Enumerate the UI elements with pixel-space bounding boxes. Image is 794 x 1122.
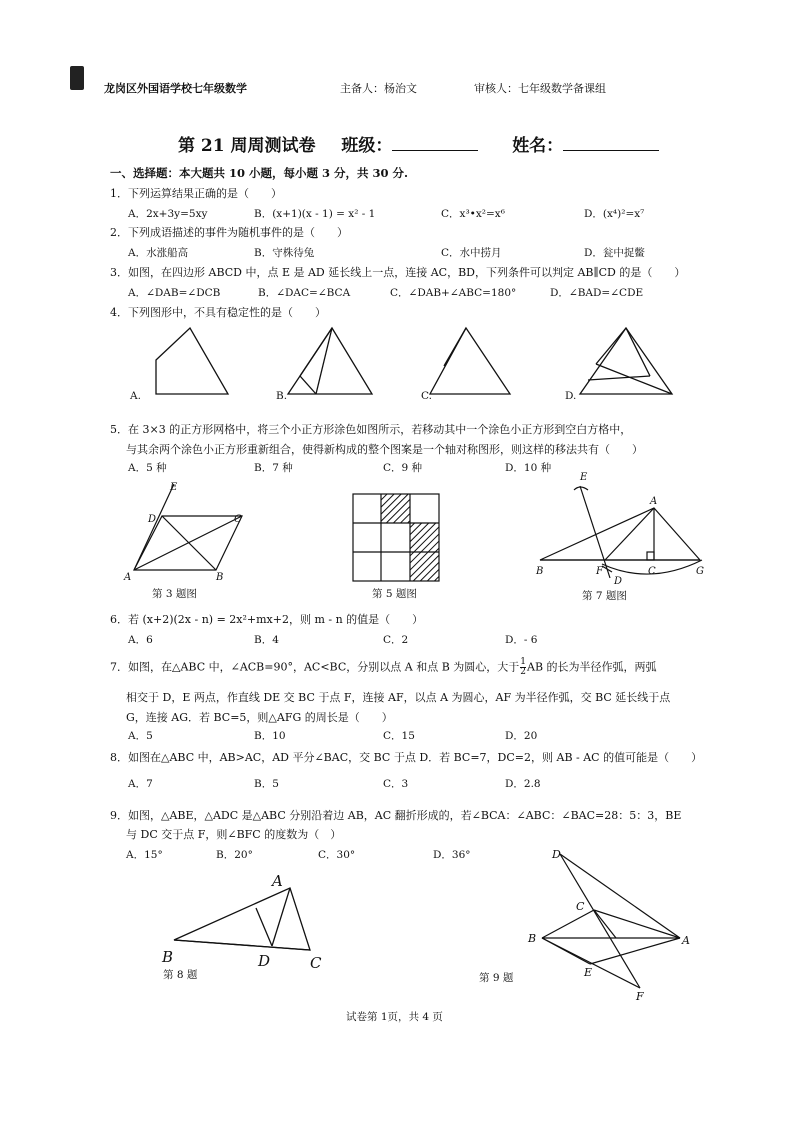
class-blank[interactable] <box>392 150 478 151</box>
q9-option-c[interactable]: C．30° <box>318 849 356 861</box>
fig9-caption: 第 9 题 <box>479 972 514 984</box>
q9-option-d[interactable]: D．36° <box>433 849 471 861</box>
q7-option-a[interactable]: A．5 <box>128 730 153 742</box>
q5-option-a[interactable]: A．5 种 <box>128 462 167 474</box>
q3-stem: 3．如图，在四边形 ABCD 中，点 E 是 AD 延长线上一点，连接 AC，BD，下列条件可以判定 AB∥CD 的是（ ） <box>110 266 686 279</box>
fraction-numerator: 1 <box>520 657 527 667</box>
figure-9 <box>520 840 710 1002</box>
q2-option-d[interactable]: D．瓮中捉鳖 <box>584 247 645 259</box>
fig5-caption: 第 5 题图 <box>372 588 417 600</box>
fig9-label-a: A <box>682 934 690 947</box>
title-main: 第 21 周周测试卷 <box>178 136 316 156</box>
q5-option-c[interactable]: C．9 种 <box>383 462 423 474</box>
fig9-label-d: D <box>552 848 561 861</box>
q9-line2: 与 DC 交于点 F，则∠BFC 的度数为（ ） <box>126 828 342 841</box>
shaded-cell <box>381 494 410 523</box>
figure-3 <box>120 478 260 584</box>
class-label: 班级： <box>341 136 393 156</box>
shaded-cell <box>410 552 439 581</box>
q8-option-a[interactable]: A．7 <box>128 778 153 790</box>
fig8-caption: 第 8 题 <box>163 969 198 981</box>
q4-fig-a <box>156 328 228 394</box>
fig8-label-a: A <box>272 872 283 890</box>
fig3-label-d: D <box>148 514 157 525</box>
q1-stem: 1．下列运算结果正确的是（ ） <box>110 187 282 200</box>
q8-option-c[interactable]: C．3 <box>383 778 409 790</box>
q7-line3: G，连接 AG．若 BC=5，则△AFG 的周长是（ ） <box>126 711 393 724</box>
q4-option-d[interactable]: D. <box>565 390 577 402</box>
fig8-label-c: C <box>310 954 322 972</box>
q2-option-a[interactable]: A．水涨船高 <box>128 247 189 259</box>
q4-option-a[interactable]: A. <box>130 390 141 402</box>
q9-line1: 9．如图，△ABE，△ADC 是△ABC 分别沿着边 AB，AC 翻折形成的，若∠BCA：∠ABC：∠BAC=28：5：3，BE <box>110 809 682 822</box>
q8-option-b[interactable]: B．5 <box>254 778 279 790</box>
q8-stem: 8．如图在△ABC 中，AB>AC，AD 平分∠BAC，交 BC 于点 D．若 BC=7，DC=2，则 AB - AC 的值可能是（ ） <box>110 751 703 764</box>
page-title <box>178 131 659 156</box>
q2-option-c[interactable]: C．水中捞月 <box>441 247 502 259</box>
header-school: 龙岗区外国语学校七年级数学 <box>104 82 247 95</box>
q6-option-a[interactable]: A．6 <box>128 634 153 646</box>
q3-option-a[interactable]: A．∠DAB=∠DCB <box>128 287 221 299</box>
q3-option-d[interactable]: D．∠BAD=∠CDE <box>550 287 644 299</box>
q4-fig-c <box>430 328 510 394</box>
fig7-label-f: F <box>596 566 603 577</box>
q1-option-a[interactable]: A．2x+3y=5xy <box>128 208 208 220</box>
fig7-label-a: A <box>650 496 658 507</box>
q6-stem: 6．若 (x+2)(2x - n) = 2x²+mx+2，则 m - n 的值是（ ） <box>110 613 424 626</box>
q6-option-d[interactable]: D．- 6 <box>505 634 538 646</box>
q7-option-d[interactable]: D．20 <box>505 730 538 742</box>
q4-figures <box>120 320 700 410</box>
header-reviewer: 审核人：七年级数学备课组 <box>474 82 606 95</box>
fig8-label-b: B <box>162 948 174 966</box>
fig9-label-f: F <box>636 990 644 1002</box>
fig7-label-c: C <box>648 566 656 577</box>
fig7-caption: 第 7 题图 <box>582 590 627 602</box>
fig3-caption: 第 3 题图 <box>152 588 197 600</box>
figure-5-grid <box>352 493 442 583</box>
fig3-label-e: E <box>170 482 178 493</box>
q1-option-d[interactable]: D．(x⁴)²=x⁷ <box>584 208 645 220</box>
q4-option-b[interactable]: B. <box>276 390 288 402</box>
name-blank[interactable] <box>563 150 659 151</box>
fig7-label-g: G <box>696 566 704 577</box>
header-author: 主备人：杨治文 <box>340 82 417 95</box>
q6-option-c[interactable]: C．2 <box>383 634 409 646</box>
fig9-label-e: E <box>584 966 593 979</box>
fig3-label-c: C <box>234 514 242 525</box>
q6-option-b[interactable]: B．4 <box>254 634 279 646</box>
figure-7 <box>530 468 720 588</box>
fig7-label-d: D <box>614 576 623 587</box>
fig9-label-c: C <box>576 900 585 913</box>
q2-stem: 2．下列成语描述的事件为随机事件的是（ ） <box>110 226 348 239</box>
q4-fig-d <box>580 328 672 394</box>
q7-line1b: AB 的长为半径作弧，两弧 <box>527 660 657 674</box>
fig8-label-d: D <box>258 952 271 970</box>
q4-stem: 4．下列图形中，不具有稳定性的是（ ） <box>110 306 326 319</box>
shaded-cell <box>410 523 439 552</box>
q9-option-b[interactable]: B．20° <box>216 849 253 861</box>
fraction-denominator: 2 <box>520 667 527 677</box>
q7-fraction <box>520 658 526 677</box>
q7-line1a: 7．如图，在△ABC 中，∠ACB=90°，AC<BC，分别以点 A 和点 B 为圆心，大于 <box>110 660 520 674</box>
q7-option-c[interactable]: C．15 <box>383 730 415 742</box>
figure-8 <box>160 866 340 972</box>
section-title: 一、选择题：本大题共 10 小题，每小题 3 分，共 30 分. <box>110 166 409 180</box>
q7-option-b[interactable]: B．10 <box>254 730 286 742</box>
page-footer: 试卷第 1页，共 4 页 <box>346 1011 443 1023</box>
school-logo <box>70 66 84 90</box>
fig3-label-b: B <box>216 572 224 583</box>
q7-line2: 相交于 D，E 两点，作直线 DE 交 BC 于点 F，连接 AF，以点 A 为圆心，AF 为半径作弧，交 BC 延长线于点 <box>126 691 671 704</box>
q3-option-c[interactable]: C．∠DAB+∠ABC=180° <box>390 287 517 299</box>
q5-option-d[interactable]: D．10 种 <box>505 462 552 474</box>
fig7-label-e: E <box>580 472 588 483</box>
q4-option-c[interactable]: C. <box>421 390 432 402</box>
q5-option-b[interactable]: B．7 种 <box>254 462 293 474</box>
name-label: 姓名： <box>512 136 564 156</box>
q9-option-a[interactable]: A．15° <box>126 849 163 861</box>
fig3-label-a: A <box>124 572 132 583</box>
q2-option-b[interactable]: B．守株待兔 <box>254 247 315 259</box>
fig7-label-b: B <box>536 566 544 577</box>
q7-line1 <box>110 658 657 677</box>
q5-line1: 5．在 3×3 的正方形网格中，将三个小正方形涂色如图所示，若移动其中一个涂色小正方形到空白方格中， <box>110 423 632 436</box>
fig9-label-b: B <box>528 932 537 945</box>
q1-option-c[interactable]: C．x³•x²=x⁶ <box>441 208 505 220</box>
q8-option-d[interactable]: D．2.8 <box>505 778 541 790</box>
q1-option-b[interactable]: B．(x+1)(x - 1) = x² - 1 <box>254 208 376 220</box>
q5-line2: 与其余两个涂色小正方形重新组合，使得新构成的整个图案是一个轴对称图形，则这样的移法共有（ ） <box>126 443 643 456</box>
q3-option-b[interactable]: B．∠DAC=∠BCA <box>258 287 351 299</box>
